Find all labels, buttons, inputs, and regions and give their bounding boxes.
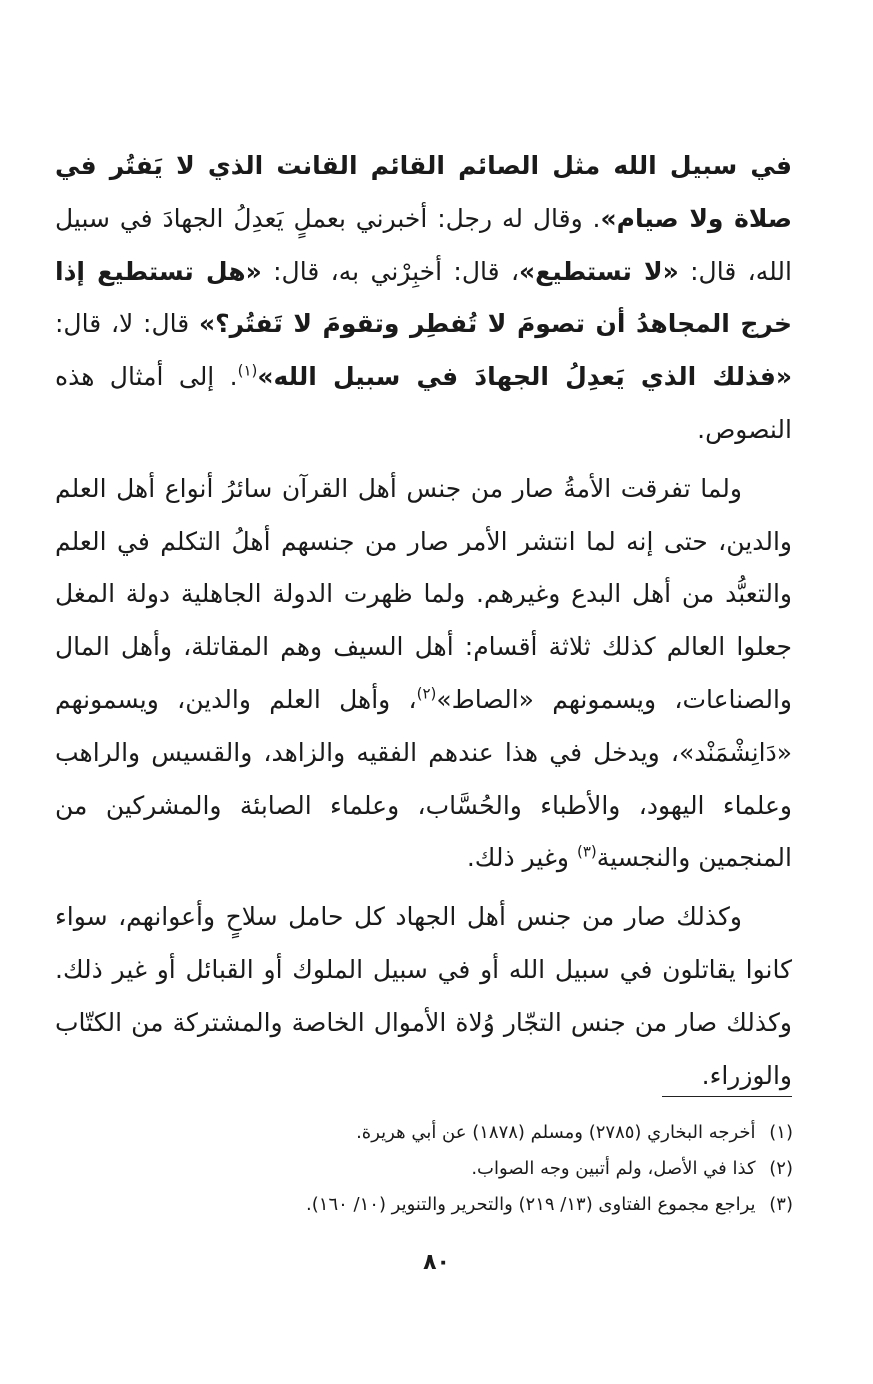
footnote-number: (٢) [769,1158,793,1179]
footnote-number: (٣) [769,1194,793,1215]
page-number: ٨٠ [423,1250,450,1275]
footnote-ref: (٢) [416,684,437,703]
footnote-number: (١) [769,1122,793,1143]
footnote-ref: (١) [237,361,258,380]
footnote-1 [60,1115,793,1151]
bold-segment: «هل تستطيع إذا خرج المجاهدُ أن تصومَ لا تُفطِر وتقومَ لا تَفتُر؟» [55,256,792,339]
text-segment: ، قال: أخبِرْني به، قال: [261,256,520,286]
footnote-separator [662,1096,792,1097]
page-body [55,140,792,1102]
text-segment: قال: لا، قال: [55,309,199,339]
footnote-text: يراجع مجموع الفتاوى (١٣/ ٢١٩) والتحرير والتنوير (١٠/ ١٦٠). [306,1194,756,1215]
text-segment: ولما تفرقت الأمةُ صار من جنس أهل القرآن سائرُ أنواع أهل العلم والدين، حتى إنه لما انتشر الأمر صار من جنسهم أهلُ التكلم في العلم والتعبُّد من أهل البدع وغيرهم. ولما ظهرت الدولة الجاهلية دولة المغل جعلوا العالم كذلك ثلاثة أقسام: أهل السيف وهم المقاتلة، وأهل المال والصناعات، ويسمونهم «الصاط» [55,473,792,714]
paragraph-1 [55,140,792,457]
footnote-2 [60,1151,793,1187]
text-segment: . إلى أمثال هذه النصوص. [55,362,792,444]
footnote-3 [60,1187,793,1223]
footnote-ref: (٣) [576,843,597,862]
footnotes [60,1115,793,1223]
footnote-text: كذا في الأصل، ولم أتبين وجه الصواب. [471,1158,756,1179]
paragraph-3 [55,891,792,1102]
main-text [55,140,792,1102]
text-segment: وكذلك صار من جنس أهل الجهاد كل حامل سلاحٍ وأعوانهم، سواء كانوا يقاتلون في سبيل الله أو في سبيل الملوك أو القبائل أو غير ذلك. وكذلك صار من جنس التجّار وُلاة الأموال الخاصة والمشتركة من الكتّاب والوزراء. [55,902,792,1090]
text-segment: . وقال له رجل: أخبرني بعملٍ يَعدِلُ الجهادَ في سبيل الله، قال: [55,203,792,286]
footnote-text: أخرجه البخاري (٢٧٨٥) ومسلم (١٨٧٨) عن أبي هريرة. [356,1122,756,1143]
text-segment: وغير ذلك. [466,843,577,873]
bold-segment: في سبيل الله مثل الصائم القائم القانت الذي لا يَفتُر في صلاة ولا صيام» [55,151,792,233]
paragraph-2 [55,463,792,885]
text-segment: ، وأهل العلم والدين، ويسمونهم «دَانِشْمَنْد»، ويدخل في هذا عندهم الفقيه والزاهد، والقسيس والراهب وعلماء اليهود، والأطباء والحُسَّاب، وعلماء الصابئة والمشركين من المنجمين والنجسية [55,684,792,873]
bold-segment: «لا تستطيع» [519,256,679,286]
bold-segment: «فذلك الذي يَعدِلُ الجهادَ في سبيل الله» [257,362,792,392]
